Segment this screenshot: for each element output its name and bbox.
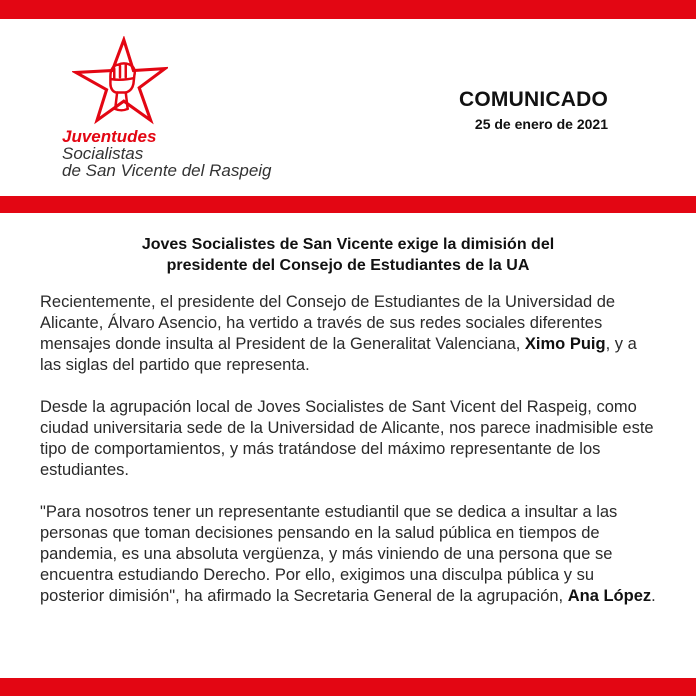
article-body (40, 292, 662, 628)
logo-wordmark (62, 128, 272, 179)
logo-line-2: Socialistas (62, 144, 144, 163)
middle-red-band (0, 196, 696, 213)
paragraph-1-bold: Ximo Puig (524, 335, 606, 353)
headline-line-1: Joves Socialistes de San Vicente exige la dimisión del (141, 236, 555, 253)
organization-logo (62, 36, 292, 186)
paragraph-3 (40, 502, 662, 607)
top-red-band (0, 0, 696, 19)
headline (40, 234, 656, 276)
headline-line-2: presidente del Consejo de Estudiantes de la UA (166, 257, 530, 274)
communique-title: COMUNICADO (459, 88, 608, 111)
star-with-raised-fist-icon (72, 36, 168, 128)
paragraph-1-text-a: Recientemente, el presidente del Consejo de Estudiantes de la Universidad de Alicante, Álvaro Asencio, ha vertido a través de sus redes sociales diferentes mensajes donde insulta al President de la Generalitat Valenciana, (40, 293, 616, 353)
logo-line-1: Juventudes (62, 127, 157, 146)
bottom-red-band (0, 678, 696, 696)
paragraph-3-bold: Ana López (567, 587, 652, 605)
logo-line-3: de San Vicente del Raspeig (62, 161, 272, 180)
paragraph-3-text-a: "Para nosotros tener un representante estudiantil que se dedica a insultar a las personas que toman decisiones pensando en la salud pública en tiempos de pandemia, es una absoluta vergüenza, y más viniendo de una persona que se encuentra estudiando Derecho. Por ello, exigimos una disculpa pública y su posterior dimisión", ha afirmado la Secretaria General de la agrupación, (40, 503, 618, 605)
paragraph-1-text-b: , y a las siglas del partido que representa. (40, 335, 637, 374)
communique-date: 25 de enero de 2021 (474, 116, 608, 132)
communique-header (459, 88, 608, 132)
paragraph-3-text-b: . (651, 587, 656, 605)
paragraph-2: Desde la agrupación local de Joves Socialistes de Sant Vicent del Raspeig, como ciudad universitaria sede de la Universidad de Alicante, nos parece inadmisible este tipo de comportamientos, y más tratándose del máximo representante de los estudiantes. (40, 398, 654, 479)
paragraph-1 (40, 292, 662, 376)
